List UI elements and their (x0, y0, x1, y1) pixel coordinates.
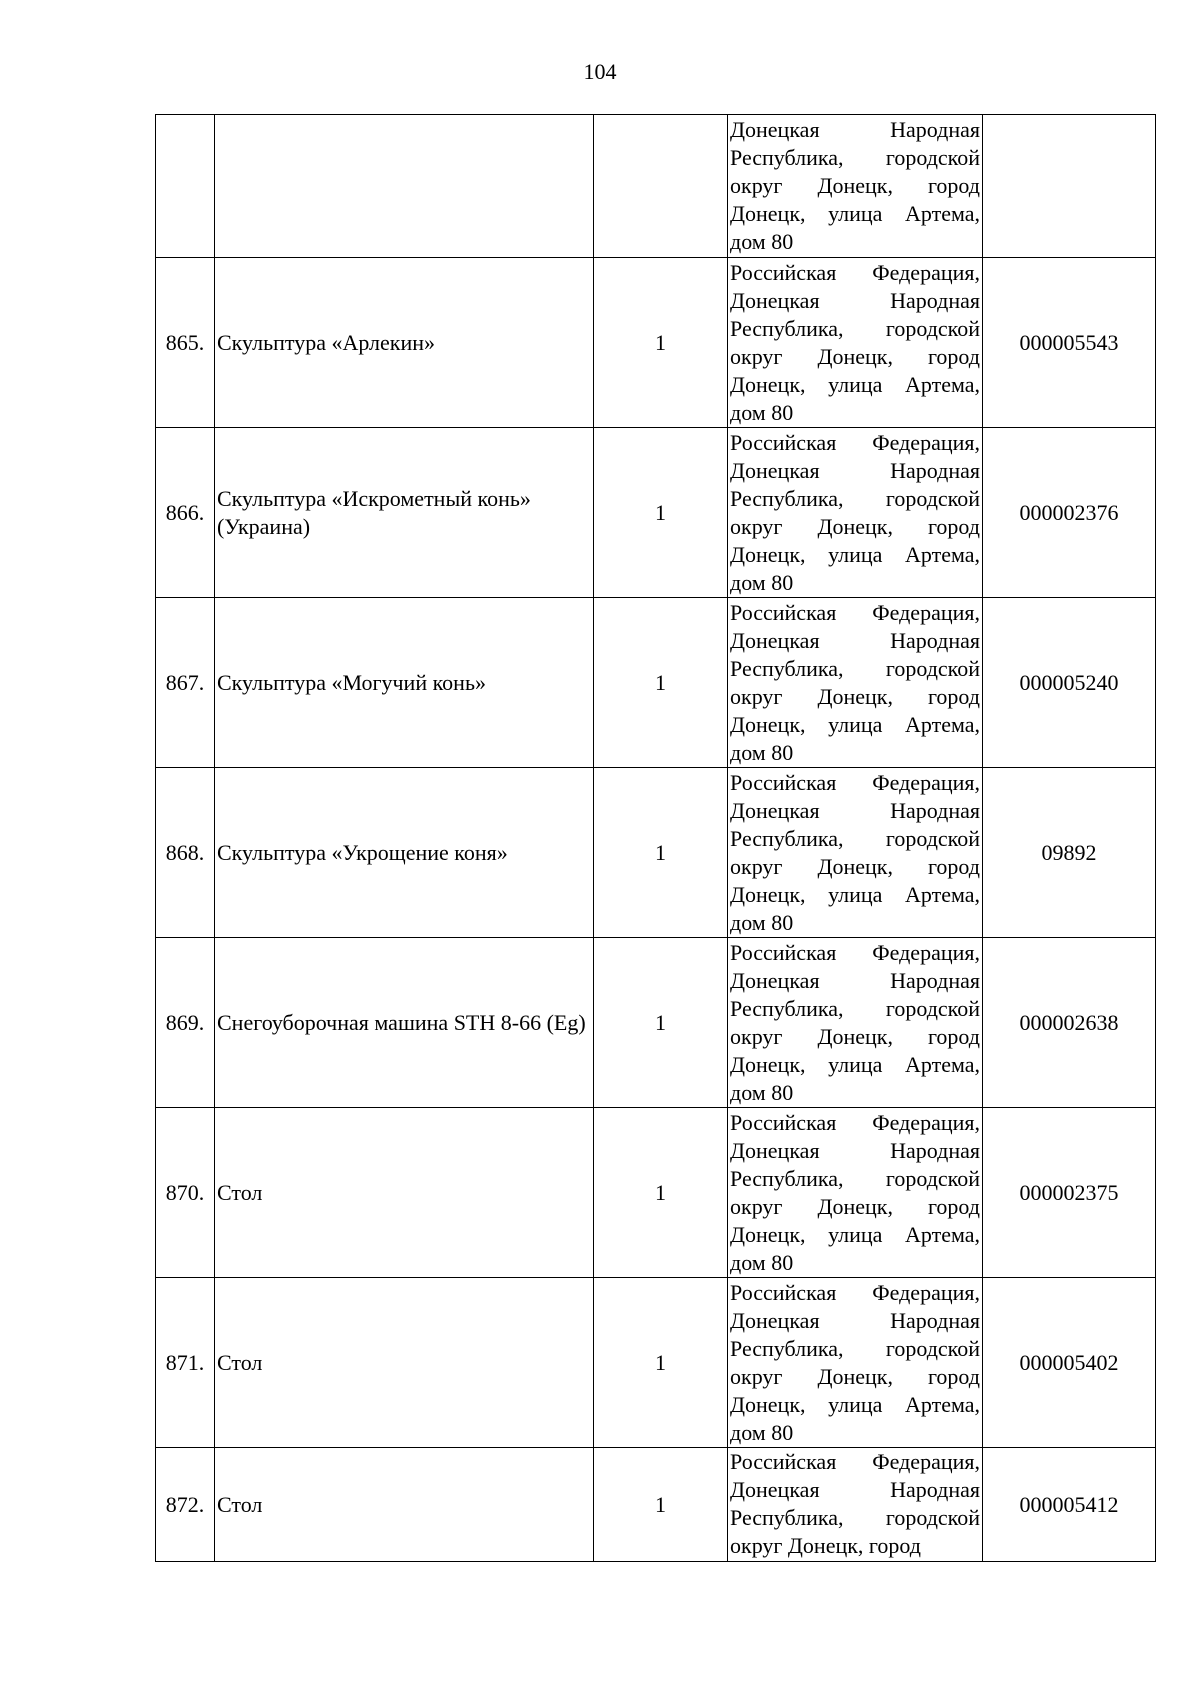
table-row (156, 768, 1156, 938)
inventory-number (983, 115, 1156, 258)
inventory-number: 000005240 (983, 598, 1156, 768)
item-name: Снегоуборочная машина STH 8-66 (Eg) (215, 938, 594, 1108)
item-name: Стол (215, 1278, 594, 1448)
item-quantity: 1 (594, 598, 728, 768)
inventory-number: 000005412 (983, 1448, 1156, 1562)
table-row (156, 598, 1156, 768)
inventory-number: 09892 (983, 768, 1156, 938)
table-row (156, 938, 1156, 1108)
item-address: Российская Федерация, Донецкая Народная Республика, городской округ Донецк, город Донецк, улица Артема, дом 80 (728, 1278, 983, 1448)
item-name: Скульптура «Искрометный конь» (Украина) (215, 428, 594, 598)
item-quantity: 1 (594, 1108, 728, 1278)
inventory-number: 000005402 (983, 1278, 1156, 1448)
item-address: Донецкая Народная Республика, городской округ Донецк, город Донецк, улица Артема, дом 80 (728, 115, 983, 258)
table-row (156, 1278, 1156, 1448)
item-quantity: 1 (594, 768, 728, 938)
row-number: 869. (156, 938, 215, 1108)
item-quantity: 1 (594, 258, 728, 428)
item-name: Стол (215, 1448, 594, 1562)
item-quantity (594, 115, 728, 258)
inventory-number: 000005543 (983, 258, 1156, 428)
row-number: 870. (156, 1108, 215, 1278)
item-name: Стол (215, 1108, 594, 1278)
row-number: 865. (156, 258, 215, 428)
table-row (156, 115, 1156, 258)
item-address: Российская Федерация, Донецкая Народная Республика, городской округ Донецк, город (728, 1448, 983, 1562)
property-registry-table (155, 114, 1156, 1562)
table-row (156, 258, 1156, 428)
item-quantity: 1 (594, 938, 728, 1108)
item-address: Российская Федерация, Донецкая Народная Республика, городской округ Донецк, город Донецк, улица Артема, дом 80 (728, 938, 983, 1108)
row-number: 866. (156, 428, 215, 598)
table-row (156, 428, 1156, 598)
row-number: 871. (156, 1278, 215, 1448)
inventory-number: 000002376 (983, 428, 1156, 598)
item-address: Российская Федерация, Донецкая Народная Республика, городской округ Донецк, город Донецк, улица Артема, дом 80 (728, 428, 983, 598)
row-number: 868. (156, 768, 215, 938)
row-number (156, 115, 215, 258)
item-name (215, 115, 594, 258)
item-quantity: 1 (594, 428, 728, 598)
table-row (156, 1448, 1156, 1562)
item-address: Российская Федерация, Донецкая Народная Республика, городской округ Донецк, город Донецк, улица Артема, дом 80 (728, 768, 983, 938)
item-name: Скульптура «Могучий конь» (215, 598, 594, 768)
item-quantity: 1 (594, 1448, 728, 1562)
inventory-number: 000002375 (983, 1108, 1156, 1278)
item-name: Скульптура «Укрощение коня» (215, 768, 594, 938)
page-number: 104 (583, 59, 617, 84)
inventory-number: 000002638 (983, 938, 1156, 1108)
item-quantity: 1 (594, 1278, 728, 1448)
item-name: Скульптура «Арлекин» (215, 258, 594, 428)
row-number: 867. (156, 598, 215, 768)
table-row (156, 1108, 1156, 1278)
row-number: 872. (156, 1448, 215, 1562)
item-address: Российская Федерация, Донецкая Народная Республика, городской округ Донецк, город Донецк, улица Артема, дом 80 (728, 258, 983, 428)
item-address: Российская Федерация, Донецкая Народная Республика, городской округ Донецк, город Донецк, улица Артема, дом 80 (728, 1108, 983, 1278)
item-address: Российская Федерация, Донецкая Народная Республика, городской округ Донецк, город Донецк, улица Артема, дом 80 (728, 598, 983, 768)
